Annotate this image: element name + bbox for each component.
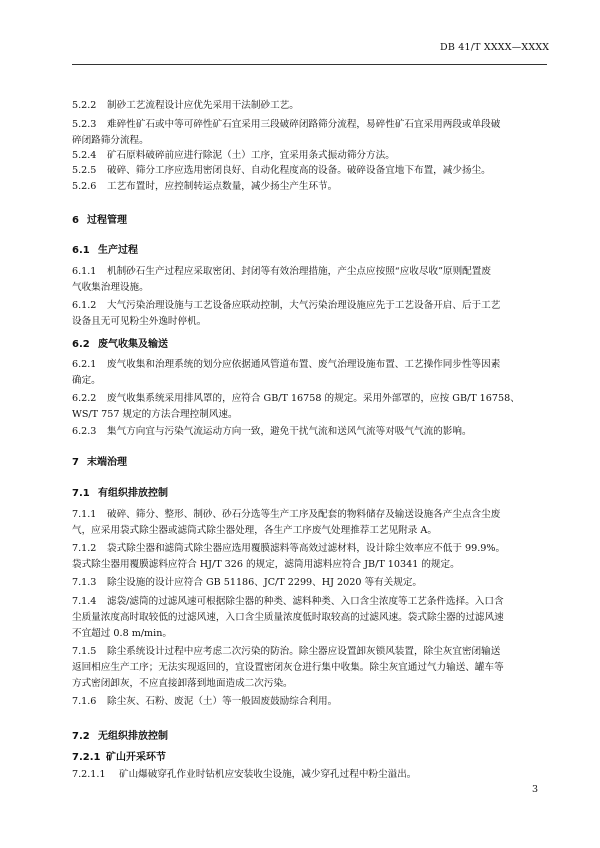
paragraph-line	[72, 610, 548, 625]
paragraph-line	[72, 676, 548, 691]
clause-text: 破碎、筛分工序应选用密闭良好、自动化程度高的设备。破碎设备宜地下布置，减少扬尘。	[107, 165, 491, 176]
header-rule	[72, 64, 547, 65]
clause-text: 制砂工艺流程设计应优先采用干法制砂工艺。	[107, 100, 299, 111]
clause-number: 7	[72, 457, 79, 468]
clause-text: 返回相应生产工序；无法实现返回的，宜设置密闭灰仓进行集中收集。除尘灰宜通过气力输送、罐车等	[72, 662, 504, 673]
clause-number: 7.1.6	[72, 696, 97, 707]
clause-text: 确定。	[72, 375, 101, 386]
paragraph-line	[72, 264, 548, 279]
paragraph-line	[72, 644, 548, 659]
paragraph-line	[72, 523, 548, 538]
clause-text: 气收集治理设施。	[72, 282, 149, 293]
clause-text: 方式密闭卸灰，不应直接卸落到地面造成二次污染。	[72, 678, 293, 689]
section-heading	[72, 243, 548, 258]
paragraph-line	[72, 694, 548, 709]
paragraph-line	[72, 557, 548, 572]
paragraph-line	[72, 148, 548, 163]
clause-number: 5.2.6	[72, 181, 97, 192]
paragraph-line	[72, 133, 548, 148]
clause-text: 气，应采用袋式除尘器或滤筒式除尘器处理，各生产工序废气处理推荐工艺见附录 A。	[72, 525, 437, 536]
clause-number: 5.2.5	[72, 165, 97, 176]
clause-text: 大气污染治理设施与工艺设备应联动控制，大气污染治理设施应先于工艺设备开启、后于工艺	[107, 300, 501, 311]
clause-text: 难碎性矿石或中等可碎性矿石宜采用三段破碎闭路筛分流程，易碎性矿石宜采用两段或单段破	[107, 119, 501, 130]
section-heading	[72, 729, 548, 744]
clause-number: 7.2.1	[72, 752, 101, 763]
paragraph-line	[72, 507, 548, 522]
paragraph-line	[72, 314, 548, 329]
paragraph-line	[72, 660, 548, 675]
clause-text: 废气收集系统采用排风罩的，应符合 GB/T 16758 的规定。采用外部罩的，应按 GB/T 16758、	[107, 393, 520, 404]
clause-text: 工艺布置时，应控制转运点数量，减少扬尘产生环节。	[107, 181, 338, 192]
clause-text: 末端治理	[87, 457, 127, 468]
clause-text: 废气收集和治理系统的划分应依据通风管道布置、废气治理设施布置、工艺操作同步性等因素	[107, 359, 501, 370]
clause-text: 机制砂石生产过程应采取密闭、封闭等有效治理措施，产尘点应按照“应收尽收”原则配置废	[107, 266, 491, 277]
clause-number: 7.1	[72, 488, 90, 499]
clause-text: 袋式除尘器和滤筒式除尘器应选用覆膜滤料等高效过滤材料，设计除尘效率应不低于 99.9%。	[107, 543, 506, 554]
clause-number: 5.2.3	[72, 119, 97, 130]
clause-number: 6.2.3	[72, 426, 97, 437]
paragraph-line	[72, 179, 548, 194]
clause-text: 滤袋/滤筒的过滤风速可根据除尘器的种类、滤料种类、入口含尘浓度等工艺条件选择。入口含	[107, 596, 504, 607]
clause-text: 设备且无可见粉尘外逸时停机。	[72, 316, 207, 327]
clause-text: 有组织排放控制	[98, 488, 168, 499]
clause-text: 碎闭路筛分流程。	[72, 135, 149, 146]
clause-number: 7.2.1.1	[72, 769, 106, 780]
clause-text: 破碎、筛分、整形、制砂、砂石分选等生产工序及配套的物料储存及输送设施各产尘点含尘废	[107, 509, 501, 520]
clause-number: 6.2.2	[72, 393, 97, 404]
paragraph-line	[72, 357, 548, 372]
document-code: DB 41/T XXXX—XXXX	[440, 42, 550, 53]
clause-number: 5.2.2	[72, 100, 97, 111]
section-heading	[72, 750, 548, 765]
clause-number: 6.1.1	[72, 266, 97, 277]
clause-number: 6.2	[72, 339, 90, 350]
page-number: 3	[532, 784, 539, 795]
clause-number: 7.1.1	[72, 509, 97, 520]
clause-number: 6	[72, 215, 79, 226]
clause-number: 7.1.4	[72, 596, 97, 607]
clause-text: 除尘系统设计过程中应考虑二次污染的防治。除尘器应设置卸灰锁风装置，除尘灰宜密闭输送	[107, 646, 501, 657]
paragraph-line	[72, 117, 548, 132]
paragraph-line	[72, 424, 548, 439]
clause-text: 不宜超过 0.8 m/min。	[72, 628, 172, 639]
clause-number: 7.2	[72, 731, 90, 742]
clause-number: 6.1.2	[72, 300, 97, 311]
paragraph-line	[72, 767, 548, 782]
clause-text: 矿山开采环节	[106, 752, 166, 763]
clause-number: 5.2.4	[72, 150, 97, 161]
clause-number: 6.2.1	[72, 359, 97, 370]
clause-number: 7.1.2	[72, 543, 97, 554]
paragraph-line	[72, 163, 548, 178]
clause-text: 过程管理	[87, 215, 127, 226]
paragraph-line	[72, 98, 548, 113]
clause-text: 生产过程	[98, 245, 138, 256]
clause-text: 矿山爆破穿孔作业时钻机应安装收尘设施，减少穿孔过程中粉尘溢出。	[119, 769, 417, 780]
section-heading	[72, 337, 548, 352]
clause-number: 6.1	[72, 245, 90, 256]
clause-text: 矿石原料破碎前应进行除泥（土）工序，宜采用条式振动筛分方法。	[107, 150, 395, 161]
clause-text: 废气收集及输送	[98, 339, 168, 350]
clause-text: 无组织排放控制	[98, 731, 168, 742]
section-heading	[72, 213, 548, 228]
clause-number: 7.1.3	[72, 577, 97, 588]
paragraph-line	[72, 373, 548, 388]
paragraph-line	[72, 626, 548, 641]
section-heading	[72, 455, 548, 470]
clause-text: 尘质量浓度高时取较低的过滤风速，入口含尘质量浓度低时取较高的过滤风速。袋式除尘器的过滤风速	[72, 612, 504, 623]
paragraph-line	[72, 541, 548, 556]
clause-text: 袋式除尘器用覆膜滤料应符合 HJ/T 326 的规定，滤筒用滤料应符合 JB/T 10341 的规定。	[72, 559, 460, 570]
paragraph-line	[72, 280, 548, 295]
clause-text: WS/T 757 规定的方法合理控制风速。	[72, 409, 238, 420]
paragraph-line	[72, 407, 548, 422]
paragraph-line	[72, 298, 548, 313]
section-heading	[72, 486, 548, 501]
clause-text: 集气方向宜与污染气流运动方向一致，避免干扰气流和送风气流等对吸气气流的影响。	[107, 426, 472, 437]
clause-text: 除尘设施的设计应符合 GB 51186、JC/T 2299、HJ 2020 等有关规定。	[107, 577, 423, 588]
paragraph-line	[72, 575, 548, 590]
clause-number: 7.1.5	[72, 646, 97, 657]
clause-text: 除尘灰、石粉、废泥（土）等一般固废鼓励综合利用。	[107, 696, 338, 707]
paragraph-line	[72, 391, 548, 406]
paragraph-line	[72, 594, 548, 609]
